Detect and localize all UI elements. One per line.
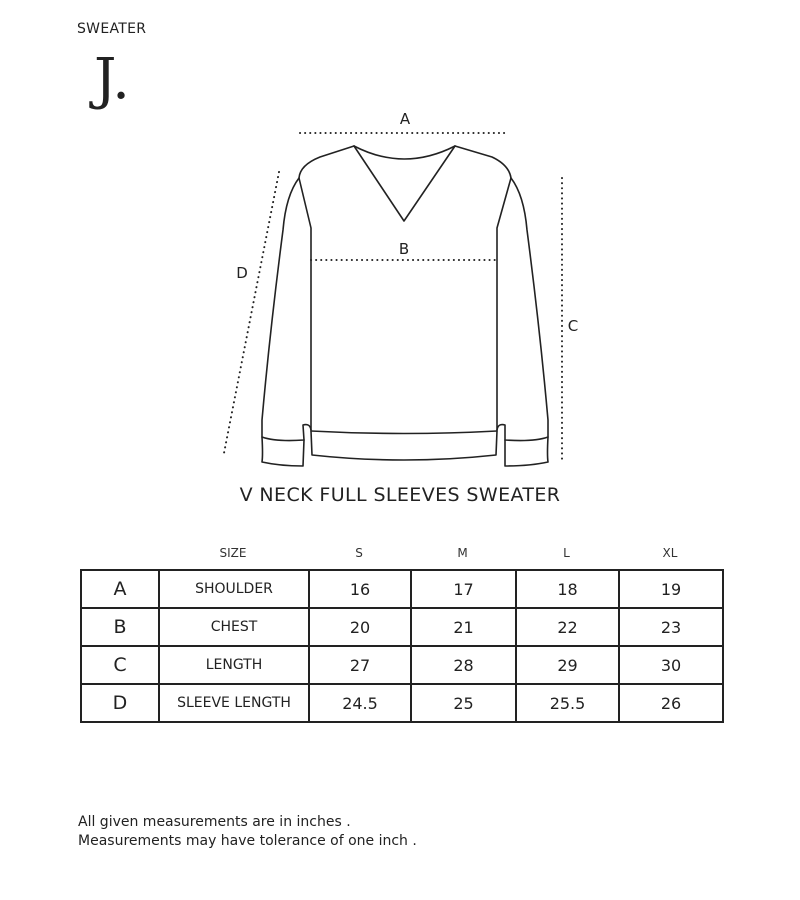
- row-label: SLEEVE LENGTH: [159, 684, 309, 722]
- header-s: S: [355, 546, 363, 560]
- cell-value: 19: [619, 570, 723, 608]
- size-chart-table: [80, 569, 724, 723]
- table-row: [81, 570, 723, 608]
- cell-value: 24.5: [309, 684, 411, 722]
- measurement-notes: [78, 813, 417, 851]
- cell-value: 17: [411, 570, 516, 608]
- measure-b-label: B: [398, 240, 410, 258]
- row-label: LENGTH: [159, 646, 309, 684]
- category-label: SWEATER: [77, 21, 147, 37]
- cell-value: 27: [309, 646, 411, 684]
- row-label: SHOULDER: [159, 570, 309, 608]
- sweater-v-neck: [354, 146, 455, 221]
- row-code: D: [81, 684, 159, 722]
- measure-d-label: D: [236, 264, 248, 282]
- row-label: CHEST: [159, 608, 309, 646]
- size-header-row: [80, 546, 722, 564]
- cell-value: 28: [411, 646, 516, 684]
- sweater-right-side: [455, 146, 511, 430]
- table-row: [81, 646, 723, 684]
- cell-value: 18: [516, 570, 619, 608]
- header-m: M: [457, 546, 468, 560]
- measure-a-label: A: [399, 110, 411, 128]
- cell-value: 29: [516, 646, 619, 684]
- cell-value: 25: [411, 684, 516, 722]
- cell-value: 22: [516, 608, 619, 646]
- row-code: B: [81, 608, 159, 646]
- note-tolerance: Measurements may have tolerance of one inch .: [78, 833, 417, 849]
- cell-value: 25.5: [516, 684, 619, 722]
- sweater-right-sleeve: [497, 178, 548, 441]
- measure-c-label: C: [567, 317, 579, 335]
- row-code: A: [81, 570, 159, 608]
- sweater-hem: [311, 431, 497, 434]
- measure-d-line: [224, 172, 279, 453]
- cell-value: 23: [619, 608, 723, 646]
- header-l: L: [563, 546, 570, 560]
- cell-value: 26: [619, 684, 723, 722]
- sweater-neckline: [354, 146, 455, 159]
- cell-value: 30: [619, 646, 723, 684]
- header-xl: XL: [662, 546, 678, 560]
- sweater-left-side: [299, 146, 354, 430]
- cell-value: 20: [309, 608, 411, 646]
- table-row: [81, 684, 723, 722]
- header-size: SIZE: [219, 546, 247, 560]
- cell-value: 16: [309, 570, 411, 608]
- brand-logo: J.: [94, 47, 130, 112]
- note-units: All given measurements are in inches .: [78, 814, 351, 830]
- row-code: C: [81, 646, 159, 684]
- product-title: V NECK FULL SLEEVES SWEATER: [239, 484, 561, 506]
- table-row: [81, 608, 723, 646]
- cell-value: 21: [411, 608, 516, 646]
